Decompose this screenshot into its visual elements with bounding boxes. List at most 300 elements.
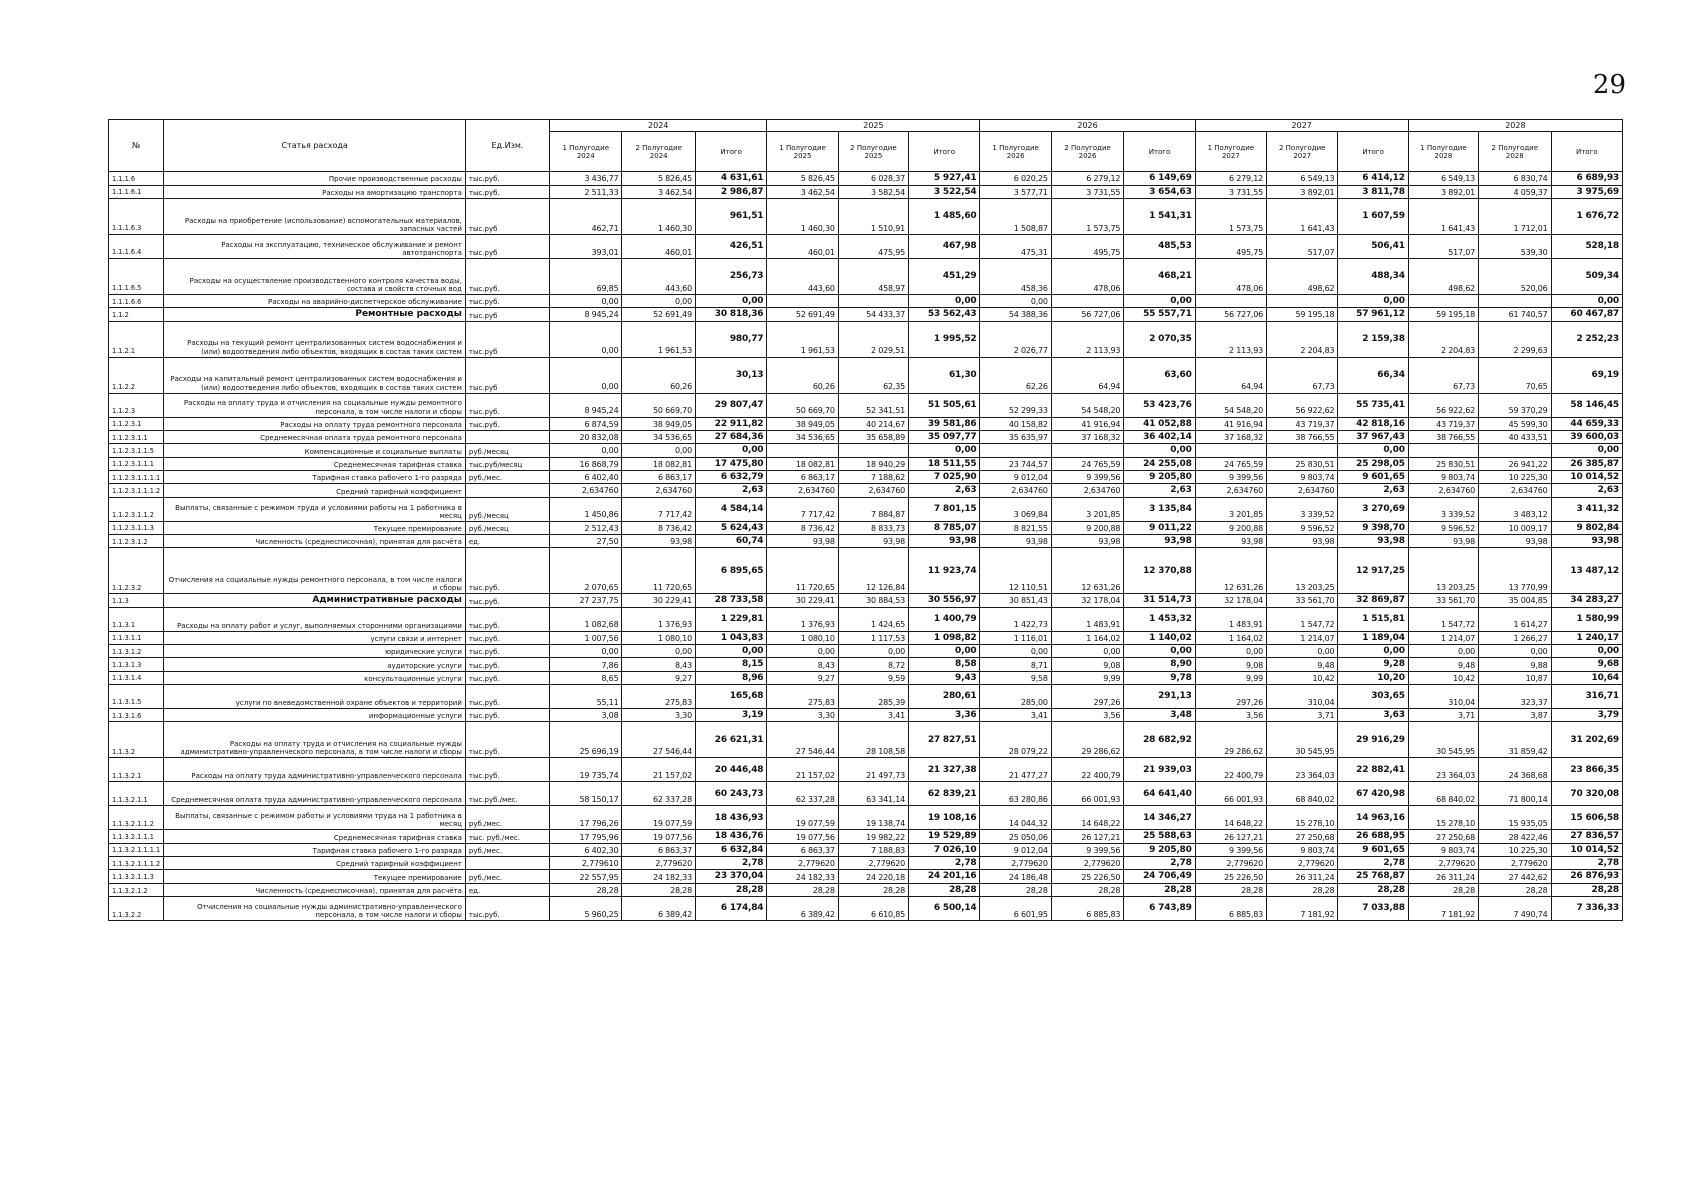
value-cell: 3 201,85: [1195, 497, 1266, 521]
value-cell: 3,08: [550, 709, 622, 722]
total-cell: 506,41: [1338, 234, 1408, 258]
value-cell: 2,634760: [980, 484, 1051, 497]
row-code: 1.1.2.3.1.1.5: [109, 444, 164, 457]
value-cell: 3 069,84: [980, 497, 1051, 521]
value-cell: 9,48: [1408, 658, 1478, 671]
row-article: Выплаты, связанные с режимом работы и условиями труда на 1 работника в месяц: [164, 806, 465, 830]
value-cell: 26 311,24: [1267, 870, 1338, 883]
table-row: [109, 607, 1623, 631]
value-cell: 16 868,79: [550, 457, 622, 470]
header-year-2024: 2024: [550, 120, 767, 132]
value-cell: 34 536,65: [767, 430, 838, 443]
value-cell: [838, 294, 908, 307]
total-cell: 1 043,83: [695, 631, 766, 644]
value-cell: 15 278,10: [1267, 806, 1338, 830]
total-cell: 23 866,35: [1551, 758, 1623, 782]
total-cell: 3 654,63: [1124, 185, 1195, 198]
header-total-2026: Итого: [1124, 132, 1195, 172]
value-cell: 1 547,72: [1408, 607, 1478, 631]
value-cell: 3 462,54: [622, 185, 696, 198]
total-cell: 26 385,87: [1551, 457, 1623, 470]
total-cell: 10 014,52: [1551, 843, 1623, 856]
value-cell: 458,36: [980, 258, 1051, 294]
value-cell: 323,37: [1479, 685, 1551, 709]
table-row: [109, 758, 1623, 782]
value-cell: 28,28: [838, 883, 908, 896]
row-code: 1.1.2: [109, 308, 164, 321]
value-cell: 2 070,65: [550, 548, 622, 594]
value-cell: 498,62: [1267, 258, 1338, 294]
total-cell: 13 487,12: [1551, 548, 1623, 594]
value-cell: 52 341,51: [838, 393, 908, 417]
row-article: Текущее премирование: [164, 870, 465, 883]
row-code: 1.1.2.3: [109, 393, 164, 417]
total-cell: 1 453,32: [1124, 607, 1195, 631]
value-cell: 43 719,37: [1267, 417, 1338, 430]
value-cell: 67,73: [1408, 357, 1478, 393]
value-cell: 56 922,62: [1267, 393, 1338, 417]
total-cell: 6 632,84: [695, 843, 766, 856]
header-year-2025: 2025: [767, 120, 980, 132]
header-h1-2024: 1 Полугодие 2024: [550, 132, 622, 172]
row-article: Прочие производственные расходы: [164, 172, 465, 185]
total-cell: 1 485,60: [909, 198, 980, 234]
value-cell: 1 508,87: [980, 198, 1051, 234]
value-cell: 6 885,83: [1051, 897, 1123, 921]
value-cell: [1408, 294, 1478, 307]
value-cell: 25 226,50: [1051, 870, 1123, 883]
total-cell: 2,78: [909, 857, 980, 870]
value-cell: 1 483,91: [1051, 607, 1123, 631]
total-cell: 961,51: [695, 198, 766, 234]
value-cell: 9 012,04: [980, 843, 1051, 856]
table-row: [109, 883, 1623, 896]
total-cell: 31 202,69: [1551, 722, 1623, 758]
value-cell: 0,00: [767, 645, 838, 658]
value-cell: 7 181,92: [1267, 897, 1338, 921]
value-cell: 517,07: [1267, 234, 1338, 258]
value-cell: 93,98: [980, 534, 1051, 547]
value-cell: 63 280,86: [980, 782, 1051, 806]
value-cell: 64,94: [1051, 357, 1123, 393]
value-cell: 67,73: [1267, 357, 1338, 393]
value-cell: 40 158,82: [980, 417, 1051, 430]
header-h1-2028: 1 Полугодие 2028: [1408, 132, 1478, 172]
value-cell: 2 113,93: [1195, 321, 1266, 357]
value-cell: 24 182,33: [767, 870, 838, 883]
row-unit: тыс.руб: [465, 198, 549, 234]
value-cell: 55,11: [550, 685, 622, 709]
value-cell: 27 442,62: [1479, 870, 1551, 883]
total-cell: 6 689,93: [1551, 172, 1623, 185]
value-cell: 2 511,33: [550, 185, 622, 198]
value-cell: 61 740,57: [1479, 308, 1551, 321]
total-cell: 0,00: [1124, 444, 1195, 457]
table-row: [109, 457, 1623, 470]
row-unit: тыс.руб.: [465, 172, 549, 185]
total-cell: 28,28: [909, 883, 980, 896]
total-cell: 3 411,32: [1551, 497, 1623, 521]
total-cell: 0,00: [1124, 645, 1195, 658]
row-code: 1.1.3.1.3: [109, 658, 164, 671]
row-code: 1.1.3.2.1.1.1.1: [109, 843, 164, 856]
total-cell: 7 025,90: [909, 470, 980, 483]
total-cell: 93,98: [1551, 534, 1623, 547]
total-cell: 0,00: [1551, 645, 1623, 658]
value-cell: 2,779620: [980, 857, 1051, 870]
value-cell: 93,98: [838, 534, 908, 547]
value-cell: 13 203,25: [1267, 548, 1338, 594]
row-unit: тыс.руб: [465, 321, 549, 357]
row-code: 1.1.3.1.6: [109, 709, 164, 722]
value-cell: 27 237,75: [550, 594, 622, 607]
value-cell: 2 512,43: [550, 521, 622, 534]
row-unit: тыс.руб.: [465, 671, 549, 684]
total-cell: 28 733,58: [695, 594, 766, 607]
total-cell: 28,28: [695, 883, 766, 896]
row-code: 1.1.3.2.1.1: [109, 782, 164, 806]
row-unit: руб./месяц: [465, 497, 549, 521]
value-cell: 33 561,70: [1408, 594, 1478, 607]
value-cell: 3,87: [1479, 709, 1551, 722]
value-cell: 297,26: [1195, 685, 1266, 709]
total-cell: 9 205,80: [1124, 470, 1195, 483]
row-unit: руб./мес.: [465, 470, 549, 483]
value-cell: 0,00: [622, 645, 696, 658]
value-cell: 5 826,45: [767, 172, 838, 185]
value-cell: 2,779620: [1408, 857, 1478, 870]
value-cell: 2 026,77: [980, 321, 1051, 357]
value-cell: 2,634760: [550, 484, 622, 497]
header-h2-2026: 2 Полугодие 2026: [1051, 132, 1123, 172]
row-unit: тыс.руб.: [465, 709, 549, 722]
row-code: 1.1.3.2.1.1.2: [109, 806, 164, 830]
value-cell: 3,41: [838, 709, 908, 722]
value-cell: 3 582,54: [838, 185, 908, 198]
value-cell: 9 803,74: [1267, 843, 1338, 856]
total-cell: 28 682,92: [1124, 722, 1195, 758]
total-cell: 980,77: [695, 321, 766, 357]
total-cell: 22 882,41: [1338, 758, 1408, 782]
total-cell: 256,73: [695, 258, 766, 294]
row-unit: тыс.руб.: [465, 393, 549, 417]
value-cell: 28,28: [767, 883, 838, 896]
total-cell: 32 869,87: [1338, 594, 1408, 607]
value-cell: 5 960,25: [550, 897, 622, 921]
row-article: Средний тарифный коэффициент: [164, 484, 465, 497]
value-cell: 2,634760: [1195, 484, 1266, 497]
value-cell: 30 545,95: [1408, 722, 1478, 758]
value-cell: 13 203,25: [1408, 548, 1478, 594]
row-code: 1.1.2.3.1.1.1.2: [109, 484, 164, 497]
total-cell: 1 676,72: [1551, 198, 1623, 234]
value-cell: 29 286,62: [1051, 722, 1123, 758]
value-cell: 21 497,73: [838, 758, 908, 782]
row-code: 1.1.3.1: [109, 607, 164, 631]
value-cell: 9,48: [1267, 658, 1338, 671]
total-cell: 29 916,29: [1338, 722, 1408, 758]
value-cell: 22 400,79: [1051, 758, 1123, 782]
total-cell: 70 320,08: [1551, 782, 1623, 806]
row-unit: тыс.руб: [465, 234, 549, 258]
value-cell: 8 736,42: [622, 521, 696, 534]
row-code: 1.1.2.3.1.1.1.1: [109, 470, 164, 483]
value-cell: 40 433,51: [1479, 430, 1551, 443]
total-cell: 509,34: [1551, 258, 1623, 294]
value-cell: 19 077,59: [767, 806, 838, 830]
total-cell: 1 189,04: [1338, 631, 1408, 644]
row-unit: тыс.руб/месяц: [465, 457, 549, 470]
value-cell: 6 028,37: [838, 172, 908, 185]
value-cell: 52 691,49: [767, 308, 838, 321]
total-cell: 11 923,74: [909, 548, 980, 594]
total-cell: 10 014,52: [1551, 470, 1623, 483]
value-cell: 93,98: [1479, 534, 1551, 547]
value-cell: 2,779620: [1267, 857, 1338, 870]
row-unit: тыс.руб: [465, 308, 549, 321]
total-cell: 60 243,73: [695, 782, 766, 806]
total-cell: 1 240,17: [1551, 631, 1623, 644]
value-cell: 28,28: [1479, 883, 1551, 896]
value-cell: 23 364,03: [1267, 758, 1338, 782]
total-cell: 3 975,69: [1551, 185, 1623, 198]
row-unit: тыс.руб.: [465, 607, 549, 631]
total-cell: 93,98: [1338, 534, 1408, 547]
table-row: [109, 843, 1623, 856]
total-cell: 27 836,57: [1551, 830, 1623, 843]
value-cell: 6 610,85: [838, 897, 908, 921]
total-cell: 64 641,40: [1124, 782, 1195, 806]
total-cell: 30,13: [695, 357, 766, 393]
row-unit: тыс.руб.: [465, 758, 549, 782]
table-row: [109, 534, 1623, 547]
value-cell: 35 004,85: [1479, 594, 1551, 607]
total-cell: 2,78: [695, 857, 766, 870]
row-article: услуги по вневедомственной охране объектов и территорий: [164, 685, 465, 709]
total-cell: 6 895,65: [695, 548, 766, 594]
row-unit: руб./месяц: [465, 521, 549, 534]
row-unit: тыс.руб.: [465, 685, 549, 709]
total-cell: 9,28: [1338, 658, 1408, 671]
value-cell: 310,04: [1267, 685, 1338, 709]
total-cell: 69,19: [1551, 357, 1623, 393]
value-cell: 54 433,37: [838, 308, 908, 321]
table-row: [109, 782, 1623, 806]
total-cell: 316,71: [1551, 685, 1623, 709]
table-row: [109, 172, 1623, 185]
value-cell: 50 669,70: [767, 393, 838, 417]
value-cell: 58 150,17: [550, 782, 622, 806]
value-cell: 517,07: [1408, 234, 1478, 258]
value-cell: 30 229,41: [767, 594, 838, 607]
total-cell: 18 511,55: [909, 457, 980, 470]
value-cell: 393,01: [550, 234, 622, 258]
value-cell: [1479, 444, 1551, 457]
value-cell: 9,08: [1195, 658, 1266, 671]
value-cell: 539,30: [1479, 234, 1551, 258]
row-article: Расходы на текущий ремонт централизованных систем водоснабжения и (или) водоотведения либо объектов, входящих в состав таких систем: [164, 321, 465, 357]
value-cell: [1051, 444, 1123, 457]
row-code: 1.1.1.6: [109, 172, 164, 185]
row-article: Административные расходы: [164, 594, 465, 607]
value-cell: 9,99: [1051, 671, 1123, 684]
value-cell: 1 450,86: [550, 497, 622, 521]
value-cell: [1267, 444, 1338, 457]
value-cell: 38 766,55: [1408, 430, 1478, 443]
value-cell: 1 376,93: [767, 607, 838, 631]
value-cell: 0,00: [1195, 645, 1266, 658]
total-cell: 25 768,87: [1338, 870, 1408, 883]
value-cell: 0,00: [1051, 645, 1123, 658]
value-cell: 9 012,04: [980, 470, 1051, 483]
total-cell: 23 370,04: [695, 870, 766, 883]
value-cell: 0,00: [980, 645, 1051, 658]
value-cell: 443,60: [767, 258, 838, 294]
value-cell: 10 009,17: [1479, 521, 1551, 534]
value-cell: [838, 444, 908, 457]
value-cell: 1 641,43: [1267, 198, 1338, 234]
header-article: Статья расхода: [164, 120, 465, 172]
value-cell: 310,04: [1408, 685, 1478, 709]
table-row: [109, 357, 1623, 393]
value-cell: 10,42: [1267, 671, 1338, 684]
total-cell: 6 149,69: [1124, 172, 1195, 185]
total-cell: 2,63: [1338, 484, 1408, 497]
value-cell: 3 731,55: [1051, 185, 1123, 198]
value-cell: 297,26: [1051, 685, 1123, 709]
value-cell: 1 116,01: [980, 631, 1051, 644]
value-cell: 9,88: [1479, 658, 1551, 671]
value-cell: 9,59: [838, 671, 908, 684]
row-article: Расходы на эксплуатацию, техническое обслуживание и ремонт автотранспорта: [164, 234, 465, 258]
value-cell: 9 596,52: [1267, 521, 1338, 534]
row-unit: тыс.руб.: [465, 548, 549, 594]
value-cell: 8,71: [980, 658, 1051, 671]
total-cell: 8,58: [909, 658, 980, 671]
header-total-2025: Итого: [909, 132, 980, 172]
value-cell: [1195, 294, 1266, 307]
value-cell: 25 696,19: [550, 722, 622, 758]
total-cell: 6 414,12: [1338, 172, 1408, 185]
total-cell: 467,98: [909, 234, 980, 258]
value-cell: 6 863,17: [767, 470, 838, 483]
value-cell: 66 001,93: [1051, 782, 1123, 806]
value-cell: 8 833,73: [838, 521, 908, 534]
row-code: 1.1.3.1.4: [109, 671, 164, 684]
value-cell: 54 388,36: [980, 308, 1051, 321]
value-cell: 1 573,75: [1051, 198, 1123, 234]
header-h2-2028: 2 Полугодие 2028: [1479, 132, 1551, 172]
total-cell: 9 011,22: [1124, 521, 1195, 534]
total-cell: 30 818,36: [695, 308, 766, 321]
total-cell: 6 500,14: [909, 897, 980, 921]
total-cell: 26 876,93: [1551, 870, 1623, 883]
total-cell: 0,00: [1551, 294, 1623, 307]
row-article: Среднемесячная оплата труда ремонтного персонала: [164, 430, 465, 443]
total-cell: 39 600,03: [1551, 430, 1623, 443]
value-cell: 66 001,93: [1195, 782, 1266, 806]
value-cell: 3 577,71: [980, 185, 1051, 198]
total-cell: 1 229,81: [695, 607, 766, 631]
value-cell: 2,634760: [767, 484, 838, 497]
value-cell: 26 127,21: [1195, 830, 1266, 843]
total-cell: 24 201,16: [909, 870, 980, 883]
row-unit: [465, 430, 549, 443]
value-cell: 10,42: [1408, 671, 1478, 684]
total-cell: 9 205,80: [1124, 843, 1195, 856]
value-cell: 7 717,42: [622, 497, 696, 521]
header-total-2027: Итого: [1338, 132, 1408, 172]
value-cell: 11 720,65: [767, 548, 838, 594]
value-cell: 30 545,95: [1267, 722, 1338, 758]
total-cell: 2,78: [1551, 857, 1623, 870]
value-cell: 22 557,95: [550, 870, 622, 883]
total-cell: 14 963,16: [1338, 806, 1408, 830]
row-code: 1.1.3.2: [109, 722, 164, 758]
total-cell: 2 986,87: [695, 185, 766, 198]
value-cell: 54 548,20: [1195, 393, 1266, 417]
table-row: [109, 645, 1623, 658]
value-cell: 6 389,42: [622, 897, 696, 921]
value-cell: 2 113,93: [1051, 321, 1123, 357]
value-cell: 1 080,10: [767, 631, 838, 644]
value-cell: 8,43: [622, 658, 696, 671]
value-cell: 31 859,42: [1479, 722, 1551, 758]
value-cell: 2,634760: [622, 484, 696, 497]
row-unit: тыс.руб.: [465, 658, 549, 671]
row-article: Среднемесячная тарифная ставка: [164, 830, 465, 843]
table-row: [109, 658, 1623, 671]
total-cell: 2 070,35: [1124, 321, 1195, 357]
total-cell: 51 505,61: [909, 393, 980, 417]
total-cell: 0,00: [1338, 645, 1408, 658]
row-article: Численность (среднесписочная), принятая для расчёта: [164, 534, 465, 547]
row-code: 1.1.3.2.1.1.1.2: [109, 857, 164, 870]
total-cell: 3,19: [695, 709, 766, 722]
value-cell: 1 080,10: [622, 631, 696, 644]
total-cell: 27 827,51: [909, 722, 980, 758]
value-cell: 0,00: [550, 444, 622, 457]
value-cell: 2,634760: [1479, 484, 1551, 497]
value-cell: 28,28: [1408, 883, 1478, 896]
value-cell: 2 204,83: [1408, 321, 1478, 357]
value-cell: 1 961,53: [767, 321, 838, 357]
value-cell: 43 719,37: [1408, 417, 1478, 430]
value-cell: 27 546,44: [767, 722, 838, 758]
total-cell: 426,51: [695, 234, 766, 258]
total-cell: 9 398,70: [1338, 521, 1408, 534]
total-cell: 29 807,47: [695, 393, 766, 417]
header-total-2024: Итого: [695, 132, 766, 172]
value-cell: 63 341,14: [838, 782, 908, 806]
total-cell: 36 402,14: [1124, 430, 1195, 443]
value-cell: 28,28: [550, 883, 622, 896]
row-article: информационные услуги: [164, 709, 465, 722]
value-cell: 9,27: [622, 671, 696, 684]
total-cell: 20 446,48: [695, 758, 766, 782]
value-cell: 17 795,96: [550, 830, 622, 843]
value-cell: 20 832,08: [550, 430, 622, 443]
table-header: [109, 120, 1623, 172]
value-cell: 9,27: [767, 671, 838, 684]
header-year-2027: 2027: [1195, 120, 1408, 132]
value-cell: 27 546,44: [622, 722, 696, 758]
value-cell: 478,06: [1051, 258, 1123, 294]
total-cell: 10,64: [1551, 671, 1623, 684]
value-cell: 52 299,33: [980, 393, 1051, 417]
value-cell: 3,56: [1051, 709, 1123, 722]
row-article: Тарифная ставка рабочего 1-го разряда: [164, 843, 465, 856]
